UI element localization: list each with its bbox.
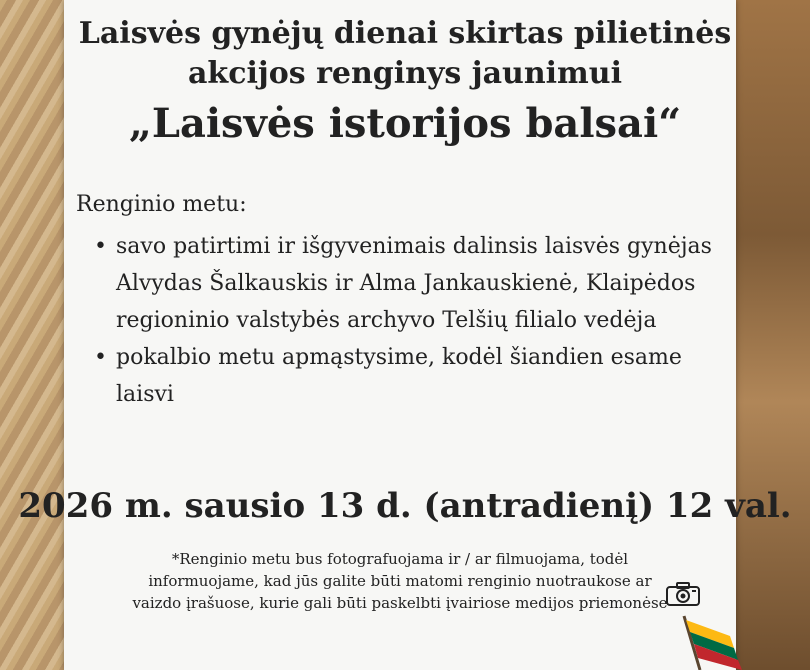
event-title: „Laisvės istorijos balsai“ [128, 100, 682, 147]
intro-label: Renginio metu: [76, 192, 247, 217]
event-items-list [92, 228, 732, 413]
list-item: • savo patirtimi ir išgyvenimais dalinsis laisvės gynėjas Alvydas Šalkauskis ir Alma Jankauskienė, Klaipėdos regioninio valstybės archyvo Telšių filialo vedėja [92, 228, 732, 339]
lithuanian-flag-icon [680, 612, 750, 670]
heading-line-2: akcijos renginys jaunimui [187, 56, 622, 91]
photo-notice [64, 548, 736, 614]
heading-line-1: Laisvės gynėjų dienai skirtas pilietinės [78, 16, 732, 51]
notice-line-2: informuojame, kad jūs galite būti matomi renginio nuotraukose ar [148, 572, 652, 590]
notice-line-3: vaizdo įrašuose, kurie gali būti paskelbti įvairiose medijos priemonėse [132, 594, 668, 612]
event-datetime: 2026 m. sausio 13 d. (antradienį) 12 val. [18, 486, 792, 526]
list-item: • pokalbio metu apmąstysime, kodėl šiandien esame laisvi [92, 339, 732, 413]
notice-line-1: *Renginio metu bus fotografuojama ir / ar filmuojama, todėl [171, 550, 629, 568]
camera-icon [665, 581, 701, 607]
